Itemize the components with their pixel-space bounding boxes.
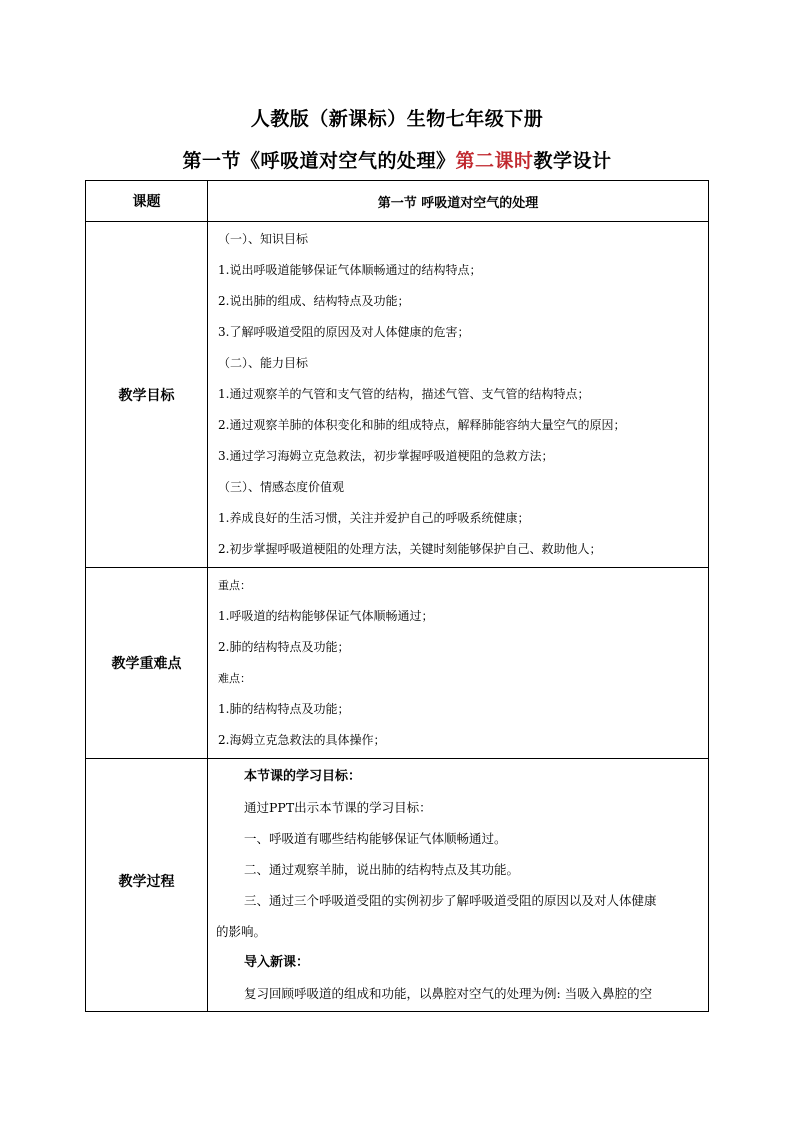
keypoints-content <box>208 568 709 759</box>
process-paragraph: 通过PPT出示本节课的学习目标： <box>244 800 432 815</box>
lesson-plan-table <box>85 180 709 1012</box>
process-label: 教学过程 <box>86 759 208 1012</box>
process-paragraph: 三、通过三个呼吸道受阻的实例初步了解呼吸道受阻的原因以及对人体健康 <box>244 893 657 908</box>
goals-line: 2.初步掌握呼吸道梗阻的处理方法，关键时刻能够保护自己、救助他人； <box>218 542 602 556</box>
keypoints-line: 2.肺的结构特点及功能； <box>218 640 350 654</box>
process-content <box>208 759 709 1012</box>
topic-row <box>86 181 709 222</box>
goals-line: 1.通过观察羊的气管和支气管的结构，描述气管、支气管的结构特点； <box>218 387 590 401</box>
keypoints-line: 重点： <box>218 579 251 592</box>
goals-line: 3.了解呼吸道受阻的原因及对人体健康的危害； <box>218 325 470 339</box>
process-paragraph: 二、通过观察羊肺，说出肺的结构特点及其功能。 <box>244 862 520 877</box>
goals-line: 2.通过观察羊肺的体积变化和肺的组成特点，解释肺能容纳大量空气的原因； <box>218 418 626 432</box>
goals-line: （一）、知识目标 <box>218 232 309 246</box>
goals-line: 1.养成良好的生活习惯，关注并爱护自己的呼吸系统健康； <box>218 511 530 525</box>
goals-line: 1.说出呼吸道能够保证气体顺畅通过的结构特点； <box>218 263 482 277</box>
goals-label: 教学目标 <box>86 222 208 568</box>
process-row <box>86 759 709 1012</box>
keypoints-line: 2.海姆立克急救法的具体操作； <box>218 733 386 747</box>
process-paragraph: 复习回顾呼吸道的组成和功能，以鼻腔对空气的处理为例: 当吸入鼻腔的空 <box>244 986 653 1001</box>
process-paragraph: 的影响。 <box>216 924 267 939</box>
lesson-title-suffix: 教学设计 <box>533 150 612 172</box>
goals-row <box>86 222 709 568</box>
keypoints-line: 1.肺的结构特点及功能； <box>218 702 350 716</box>
process-paragraph: 一、呼吸道有哪些结构能够保证气体顺畅通过。 <box>244 831 507 846</box>
document-title: 人教版（新课标）生物七年级下册 <box>250 108 544 130</box>
goals-line: （三）、情感态度价值观 <box>218 480 345 494</box>
lesson-title <box>0 146 794 173</box>
keypoints-label: 教学重难点 <box>86 568 208 759</box>
process-heading: 导入新课： <box>244 955 310 970</box>
topic-label: 课题 <box>86 181 208 222</box>
goals-line: 2.说出肺的组成、结构特点及功能； <box>218 294 410 308</box>
process-heading: 本节课的学习目标： <box>244 769 362 784</box>
lesson-title-period: 第二课时 <box>455 150 534 172</box>
keypoints-line: 难点： <box>218 672 251 685</box>
keypoints-row <box>86 568 709 759</box>
topic-value: 第一节 呼吸道对空气的处理 <box>208 181 709 222</box>
goals-line: （二）、能力目标 <box>218 356 309 370</box>
keypoints-line: 1.呼吸道的结构能够保证气体顺畅通过； <box>218 609 434 623</box>
goals-content <box>208 222 709 568</box>
goals-line: 3.通过学习海姆立克急救法，初步掌握呼吸道梗阻的急救方法； <box>218 449 554 463</box>
lesson-title-main: 第一节《呼吸道对空气的处理》 <box>182 150 456 172</box>
